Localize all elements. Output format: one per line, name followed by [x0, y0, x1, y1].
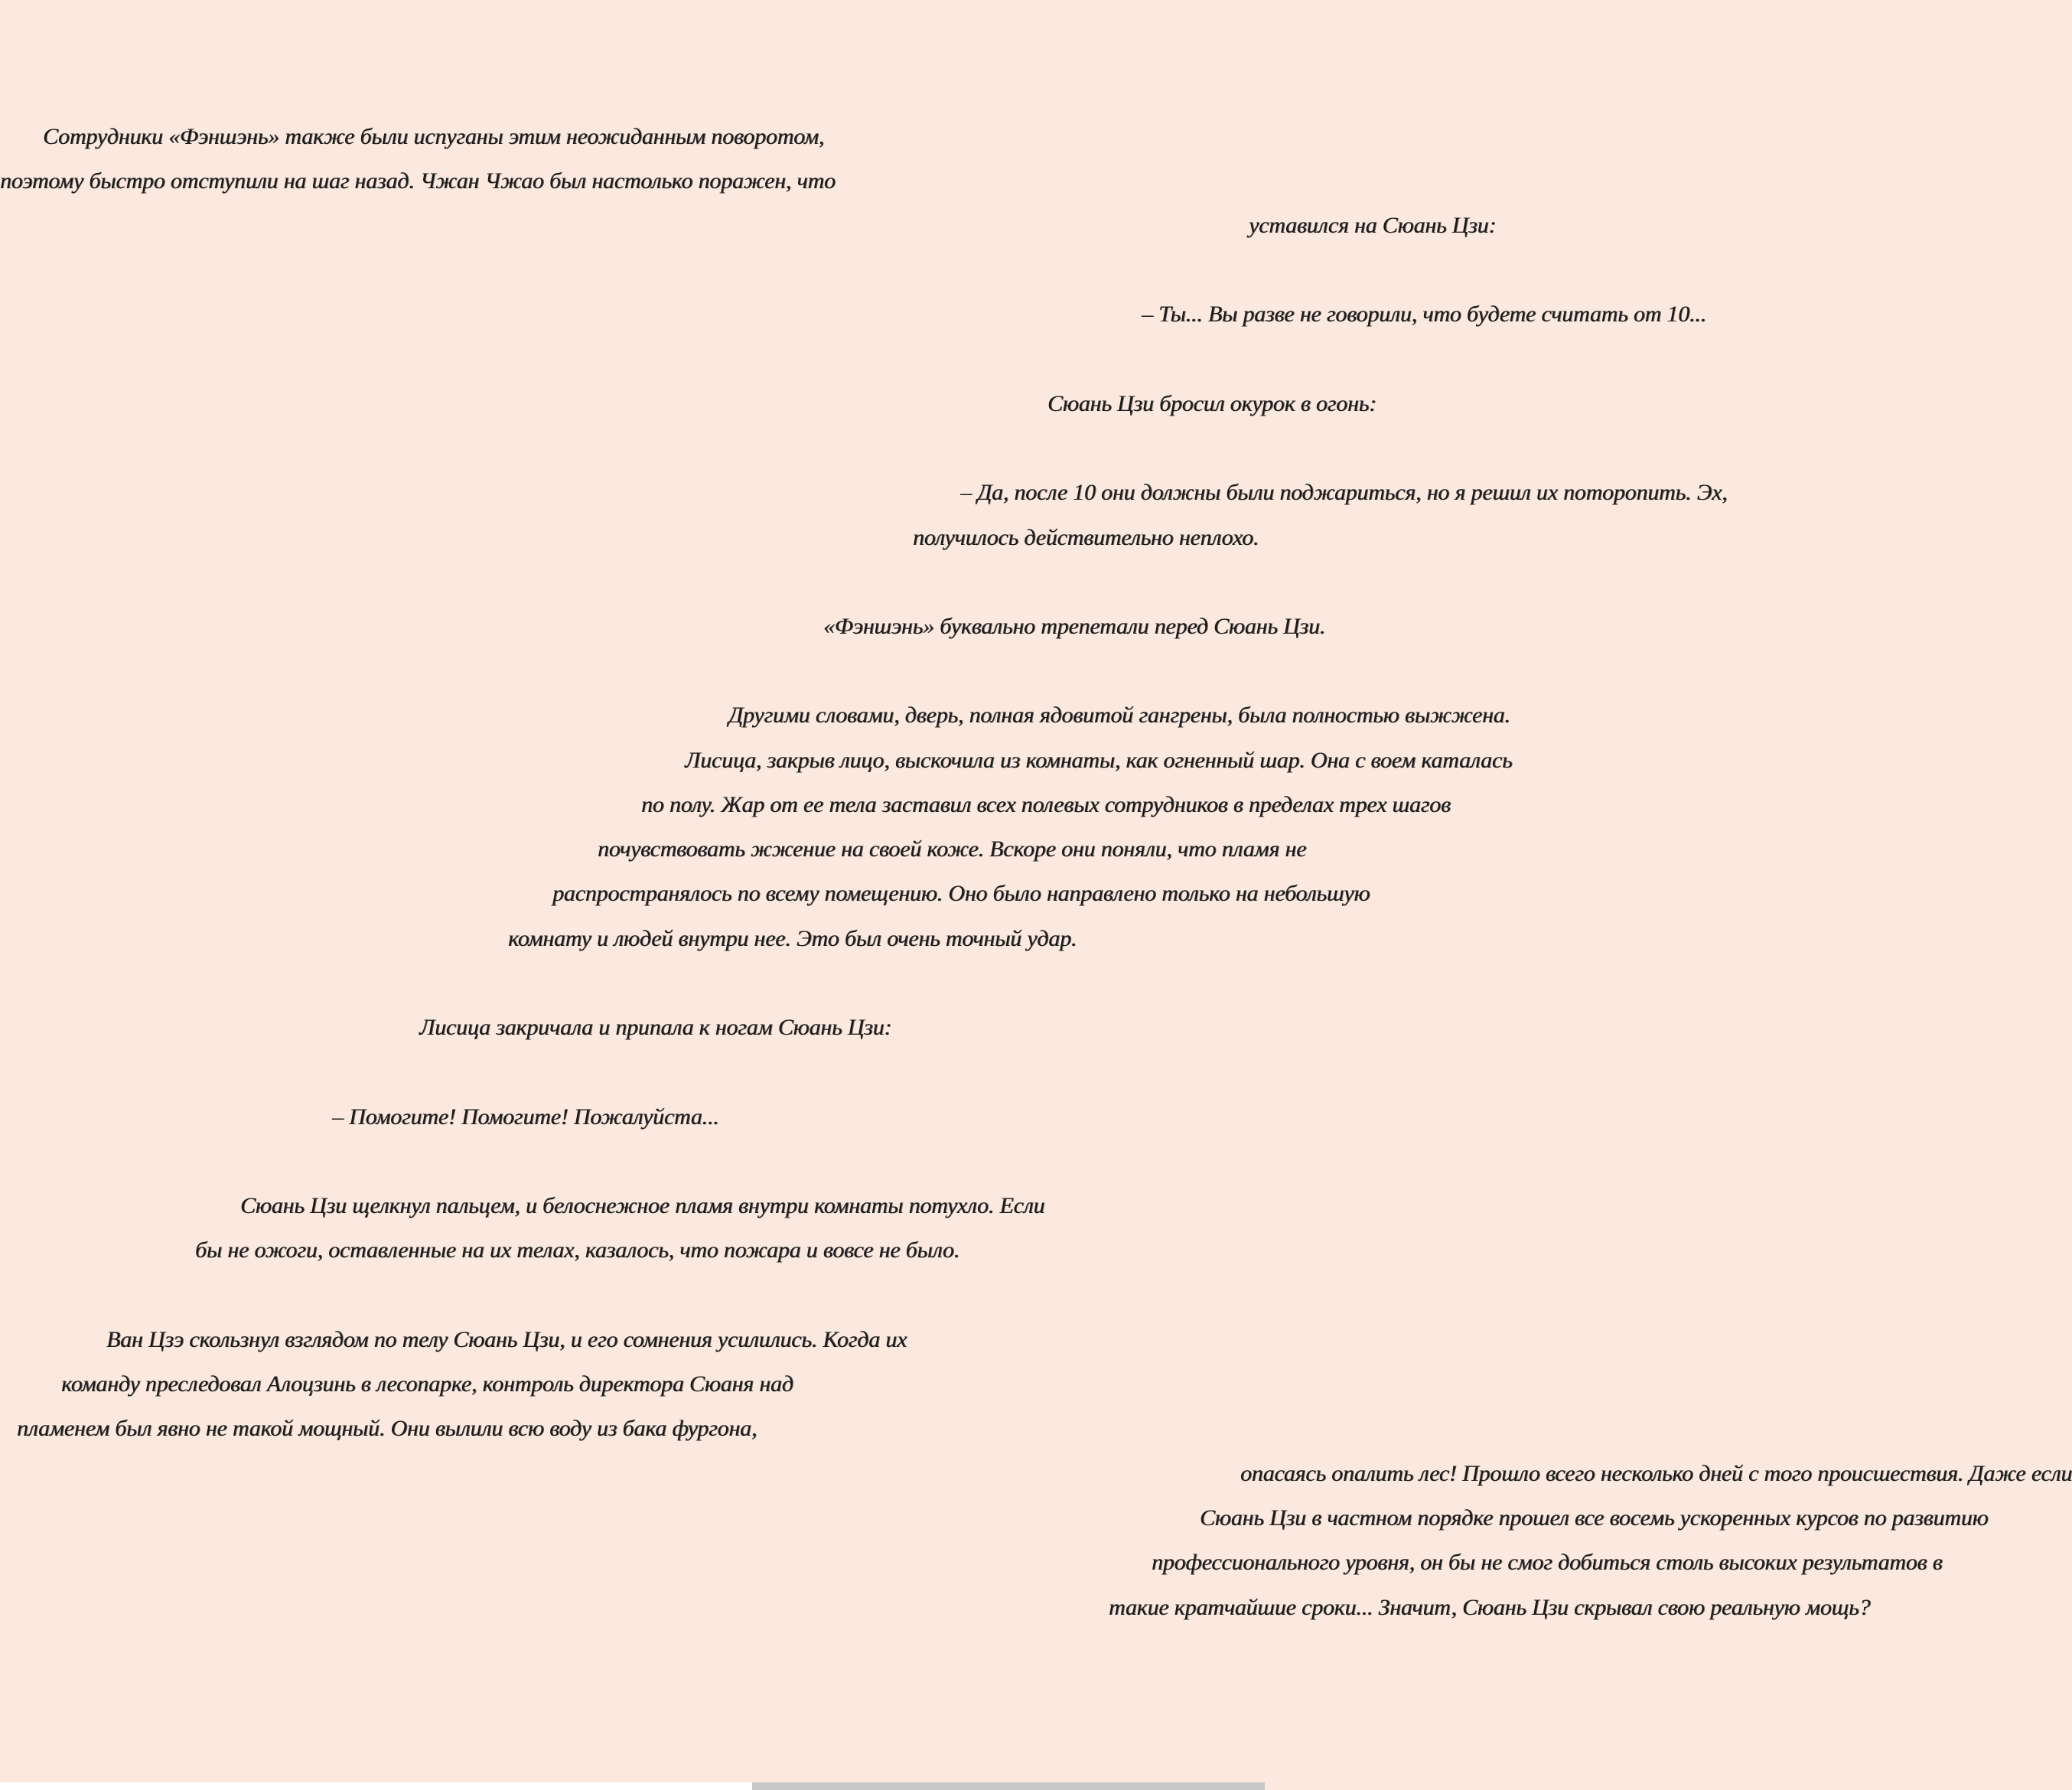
text-line: пламенем был явно не такой мощный. Они вылили всю воду из бака фургона,	[17, 1416, 757, 1441]
text-line: Сюань Цзи бросил окурок в огонь:	[1047, 391, 1376, 416]
text-line: уставился на Сюань Цзи:	[1249, 213, 1497, 238]
text-line: Сотрудники «Фэншэнь» также были испуганы этим неожиданным поворотом,	[43, 124, 825, 149]
text-line: опасаясь опалить лес! Прошло всего несколько дней с того происшествия. Даже если	[1240, 1461, 2072, 1486]
horizontal-scrollbar-thumb[interactable]	[752, 1782, 1265, 1790]
text-line: Ван Цзэ скользнул взглядом по телу Сюань Цзи, и его сомнения усилились. Когда их	[106, 1327, 907, 1352]
text-line: Сюань Цзи в частном порядке прошел все восемь ускоренных курсов по развитию	[1200, 1505, 1989, 1531]
text-line: «Фэншэнь» буквально трепетали перед Сюань Цзи.	[823, 614, 1326, 639]
text-line: Другими словами, дверь, полная ядовитой гангрены, была полностью выжжена.	[728, 703, 1510, 728]
text-line: – Ты... Вы разве не говорили, что будете считать от 10...	[1142, 302, 1706, 327]
text-line: такие кратчайшие сроки... Значит, Сюань Цзи скрывал свою реальную мощь?	[1109, 1595, 1871, 1620]
text-line: профессионального уровня, он бы не смог добиться столь высоких результатов в	[1152, 1550, 1943, 1575]
text-line: почувствовать жжение на своей коже. Вскоре они поняли, что пламя не	[598, 836, 1307, 862]
text-line: распространялось по всему помещению. Оно было направлено только на небольшую	[552, 881, 1370, 906]
text-line: Лисица закричала и припала к ногам Сюань Цзи:	[419, 1015, 892, 1040]
text-line: получилось действительно неплохо.	[913, 525, 1259, 550]
text-line: по полу. Жар от ее тела заставил всех полевых сотрудников в пределах трех шагов	[641, 792, 1451, 817]
text-line: поэтому быстро отступили на шаг назад. Чжан Чжао был настолько поражен, что	[0, 168, 836, 194]
text-line: бы не ожоги, оставленные на их телах, казалось, что пожара и вовсе не было.	[195, 1237, 960, 1263]
text-line: Сюань Цзи щелкнул пальцем, и белоснежное пламя внутри комнаты потухло. Если	[240, 1193, 1045, 1218]
text-line: команду преследовал Алоцзинь в лесопарке, контроль директора Сюаня над	[61, 1371, 793, 1397]
text-line: – Помогите! Помогите! Пожалуйста...	[332, 1104, 719, 1130]
text-line: – Да, после 10 они должны были поджариться, но я решил их поторопить. Эх,	[960, 480, 1728, 505]
text-line: комнату и людей внутри нее. Это был очень точный удар.	[508, 926, 1077, 951]
text-line: Лисица, закрыв лицо, выскочила из комнаты, как огненный шар. Она с воем каталась	[685, 748, 1513, 773]
